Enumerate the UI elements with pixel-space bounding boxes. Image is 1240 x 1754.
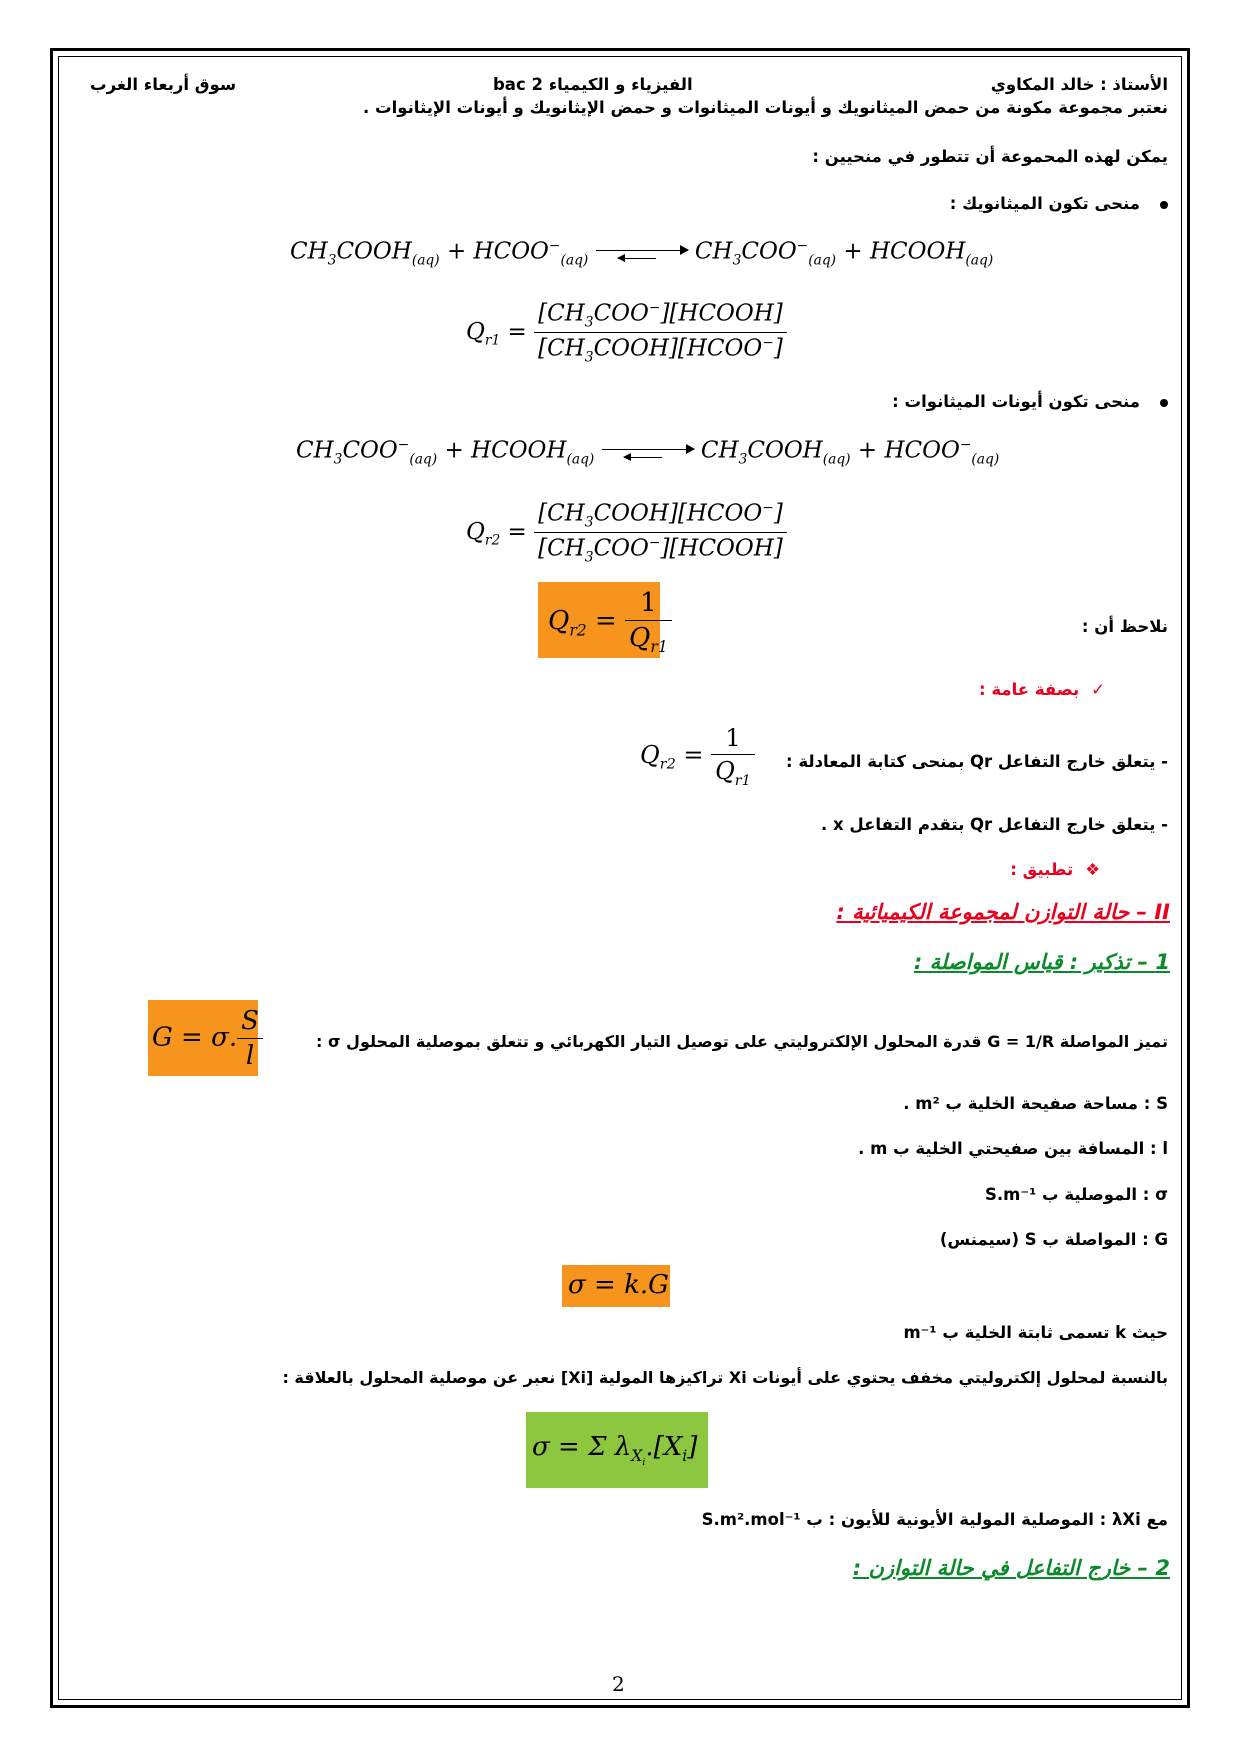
header-subject-text: الفيزياء و الكيمياء 2 bac: [493, 75, 693, 94]
subsection-2-title: 2 – خارج التفاعل في حالة التوازن :: [852, 1556, 1170, 1580]
equilibrium-arrow-icon: [596, 241, 688, 265]
section-2-title: II – حالة التوازن لمجموعة الكيميائية :: [836, 900, 1170, 924]
application-label: [1010, 860, 1100, 879]
direction-1-label-text: منحى تكون الميثانويك :: [949, 194, 1140, 213]
bullet-icon: [1160, 399, 1168, 407]
k-definition: حيث k تسمى ثابتة الخلية ب m⁻¹: [903, 1323, 1168, 1342]
direction-2-label-text: منحى تكون أيونات الميثانوات :: [892, 392, 1140, 411]
reaction-2: $CH_3COO^-_{(aq)}$ + $HCOOH_{(aq)}$ $CH_3COOH_{(aq)}$ + $HCOO^-_{(aq)}$: [296, 437, 1000, 468]
legend-g: G : المواصلة ب S (سيمنس): [939, 1230, 1168, 1249]
general-label: [979, 680, 1105, 699]
legend-l: l : المسافة بين صفيحتي الخلية ب m .: [858, 1139, 1168, 1158]
observe-label: نلاحظ أن :: [1081, 617, 1168, 636]
k-formula: σ = k.G: [568, 1270, 669, 1300]
conductance-text: تميز المواصلة G = 1/R قدرة المحلول الإلكتروليتي على توصيل التيار الكهربائي و تتعلق بموصلية المحلول σ :: [316, 1032, 1168, 1051]
header-subject: [493, 75, 693, 94]
intro-line-1: نعتبر مجموعة مكونة من حمض الميثانويك و أيونات الميثانوات و حمض الإيثانويك و أيونات الإيثانوات .: [363, 98, 1168, 117]
intro-line-2: يمكن لهذه المحموعة أن تتطور في منحيين :: [812, 147, 1168, 166]
subsection-1-title: 1 – تذكير : قياس المواصلة :: [913, 950, 1170, 974]
application-label-text: تطبيق :: [1010, 860, 1074, 879]
general-rule-1-formula: $Q_{r2}$ = $\frac{1}{Q_{r1}}$: [640, 724, 755, 789]
general-rule-2: - يتعلق خارج التفاعل Qr بتقدم التفاعل x .: [821, 815, 1168, 834]
general-label-text: بصفة عامة :: [979, 680, 1080, 699]
dilute-formula: σ = Σ $\lambda_{X_i}.[X_i]$: [532, 1432, 698, 1469]
legend-s: S : مساحة صفيحة الخلية ب m² .: [903, 1094, 1168, 1113]
reaction-1: $CH_3COOH_{(aq)}$ + $HCOO^-_{(aq)}$ $CH_3COO^-_{(aq)}$ + $HCOOH_{(aq)}$: [290, 238, 994, 269]
checkmark-icon: ✓: [1091, 680, 1105, 699]
equilibrium-arrow-icon: [602, 440, 694, 464]
dilute-text: بالنسبة لمحلول إلكتروليتي مخفف يحتوي على أيونات Xi تراكيزها المولية [Xi] نعبر عن موصلية المحلول بالعلاقة :: [282, 1368, 1168, 1387]
direction-1-label: [950, 194, 1168, 213]
page-number: 2: [612, 1672, 625, 1696]
lambda-definition: مع λXi : الموصلية المولية الأيونية للأيون : ب S.m².mol⁻¹: [701, 1510, 1168, 1529]
observe-relation: $Q_{r2}$ = $\frac{1}{Q_{r1}}$: [548, 588, 672, 656]
header-place-text: سوق أربعاء الغرب: [90, 75, 237, 94]
conductance-formula: G = σ. $\frac{S}{l}$: [152, 1006, 263, 1071]
qr2-expression: $Q_{r2}$ = $\frac{[CH_3COOH][HCOO^-]}{[CH_3COO^-][HCOOH]}$: [466, 500, 787, 566]
header-place: [90, 75, 236, 94]
diamond-bullet-icon: ❖: [1085, 860, 1100, 879]
general-rule-1: - يتعلق خارج التفاعل Qr بمنحى كتابة المعادلة :: [786, 752, 1168, 771]
header-teacher: الأستاذ : خالد المكاوي: [990, 75, 1168, 94]
qr1-expression: $Q_{r1}$ = $\frac{[CH_3COO^-][HCOOH]}{[CH_3COOH][HCOO^-]}$: [466, 300, 787, 366]
bullet-icon: [1160, 201, 1168, 209]
direction-2-label: [892, 392, 1168, 411]
legend-sigma: σ : الموصلية ب S.m⁻¹: [985, 1185, 1168, 1204]
